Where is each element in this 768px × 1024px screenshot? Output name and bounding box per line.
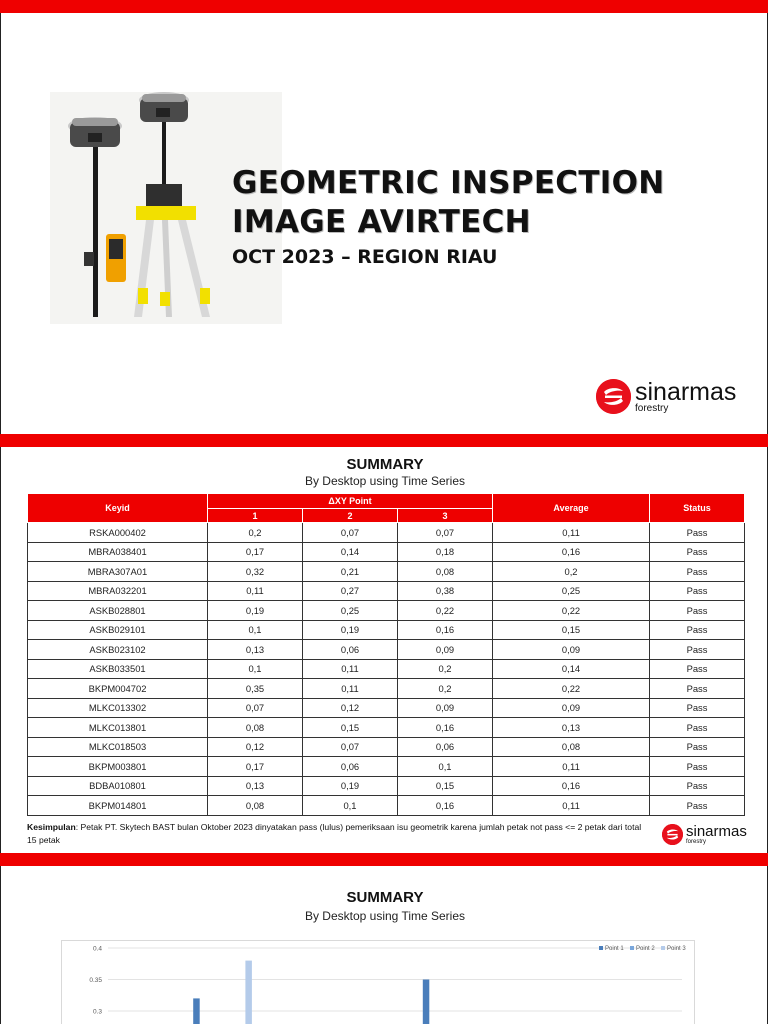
sinarmas-logo-small <box>662 824 747 845</box>
table-row <box>28 562 745 582</box>
cell-status: Pass <box>650 601 745 621</box>
cell-average: 0,14 <box>493 659 650 679</box>
header-point-1: 1 <box>208 509 303 523</box>
cell-point-3: 0,38 <box>398 581 493 601</box>
header-status: Status <box>650 494 745 523</box>
summary-subtitle: By Desktop using Time Series <box>304 474 466 488</box>
cell-point-2: 0,11 <box>303 659 398 679</box>
cell-point-1: 0,17 <box>208 542 303 562</box>
cell-status: Pass <box>650 679 745 699</box>
cell-point-2: 0,27 <box>303 581 398 601</box>
title-slide <box>0 13 768 434</box>
y-tick-label: 0.35 <box>89 977 102 984</box>
cell-point-2: 0,07 <box>303 737 398 757</box>
cell-average: 0,22 <box>493 601 650 621</box>
cell-keyid: MLKC018503 <box>28 737 208 757</box>
summary-title: SUMMARY <box>346 456 424 473</box>
cell-keyid: MLKC013302 <box>28 698 208 718</box>
cell-point-3: 0,16 <box>398 620 493 640</box>
cell-average: 0,22 <box>493 679 650 699</box>
section-red-bar-2 <box>0 434 768 447</box>
bar-point-1 <box>193 998 200 1024</box>
cell-point-1: 0,11 <box>208 581 303 601</box>
table-row <box>28 601 745 621</box>
cell-point-2: 0,11 <box>303 679 398 699</box>
cell-point-3: 0,1 <box>398 757 493 777</box>
cell-keyid: BKPM004702 <box>28 679 208 699</box>
cell-point-3: 0,15 <box>398 776 493 796</box>
cell-point-2: 0,07 <box>303 523 398 543</box>
legend-swatch <box>661 946 665 950</box>
legend-label: Point 1 <box>605 946 624 952</box>
top-red-bar <box>0 0 768 13</box>
cell-average: 0,11 <box>493 796 650 816</box>
cell-status: Pass <box>650 737 745 757</box>
cell-keyid: MBRA307A01 <box>28 562 208 582</box>
cell-point-3: 0,16 <box>398 796 493 816</box>
header-point-3: 3 <box>398 509 493 523</box>
y-tick-label: 0.4 <box>92 945 102 953</box>
sinarmas-emblem-icon <box>596 379 631 414</box>
cell-average: 0,13 <box>493 718 650 738</box>
table-row <box>28 698 745 718</box>
cell-point-3: 0,09 <box>398 640 493 660</box>
cell-point-2: 0,19 <box>303 776 398 796</box>
title-line-2: IMAGE AVIRTECH <box>232 204 531 240</box>
table-row <box>28 776 745 796</box>
cell-average: 0,11 <box>493 523 650 543</box>
cell-point-2: 0,1 <box>303 796 398 816</box>
cell-point-1: 0,08 <box>208 796 303 816</box>
cell-status: Pass <box>650 718 745 738</box>
cell-average: 0,08 <box>493 737 650 757</box>
cell-status: Pass <box>650 640 745 660</box>
cell-average: 0,25 <box>493 581 650 601</box>
cell-point-1: 0,13 <box>208 776 303 796</box>
cell-keyid: BDBA010801 <box>28 776 208 796</box>
cell-point-2: 0,15 <box>303 718 398 738</box>
table-row <box>28 757 745 777</box>
cell-point-1: 0,12 <box>208 737 303 757</box>
header-average: Average <box>493 494 650 523</box>
cell-keyid: BKPM003801 <box>28 757 208 777</box>
legend-swatch <box>599 946 603 950</box>
legend-label: Point 2 <box>636 946 655 952</box>
cell-status: Pass <box>650 562 745 582</box>
legend-swatch <box>630 946 634 950</box>
logo-brand-text: sinarmas <box>686 823 747 840</box>
table-row <box>28 679 745 699</box>
table-row <box>28 523 745 543</box>
table-body <box>28 523 745 816</box>
cell-average: 0,09 <box>493 698 650 718</box>
cell-status: Pass <box>650 776 745 796</box>
cell-point-1: 0,17 <box>208 757 303 777</box>
cell-point-2: 0,14 <box>303 542 398 562</box>
cell-average: 0,2 <box>493 562 650 582</box>
sinarmas-logo <box>596 379 736 414</box>
table-row <box>28 796 745 816</box>
legend-label: Point 3 <box>667 946 686 952</box>
logo-sub-text: forestry <box>635 402 669 414</box>
cell-point-2: 0,12 <box>303 698 398 718</box>
cell-average: 0,11 <box>493 757 650 777</box>
cell-point-1: 0,1 <box>208 659 303 679</box>
cell-point-3: 0,16 <box>398 718 493 738</box>
conclusion-label: Kesimpulan <box>27 822 76 832</box>
cell-status: Pass <box>650 659 745 679</box>
cell-point-1: 0,2 <box>208 523 303 543</box>
logo-sub-text: forestry <box>686 839 707 845</box>
cell-keyid: ASKB033501 <box>28 659 208 679</box>
cell-keyid: RSKA000402 <box>28 523 208 543</box>
cell-point-3: 0,2 <box>398 659 493 679</box>
cell-point-1: 0,19 <box>208 601 303 621</box>
cell-point-2: 0,19 <box>303 620 398 640</box>
table-row <box>28 620 745 640</box>
cell-point-3: 0,22 <box>398 601 493 621</box>
table-row <box>28 659 745 679</box>
cell-status: Pass <box>650 581 745 601</box>
cell-point-1: 0,32 <box>208 562 303 582</box>
cell-point-2: 0,21 <box>303 562 398 582</box>
table-row <box>28 581 745 601</box>
table-row <box>28 718 745 738</box>
cell-point-3: 0,07 <box>398 523 493 543</box>
conclusion-text <box>27 821 647 847</box>
bar-point-1 <box>423 980 430 1024</box>
cell-point-1: 0,13 <box>208 640 303 660</box>
cell-status: Pass <box>650 757 745 777</box>
cell-keyid: ASKB029101 <box>28 620 208 640</box>
table-row <box>28 542 745 562</box>
cell-point-3: 0,09 <box>398 698 493 718</box>
cell-average: 0,16 <box>493 542 650 562</box>
cell-point-2: 0,25 <box>303 601 398 621</box>
cell-point-1: 0,08 <box>208 718 303 738</box>
bar-chart <box>62 941 696 1024</box>
section-red-bar-3 <box>0 853 768 866</box>
bar-point-3 <box>245 961 252 1024</box>
cell-status: Pass <box>650 698 745 718</box>
cell-keyid: ASKB028801 <box>28 601 208 621</box>
chart-summary-title: SUMMARY <box>346 889 424 906</box>
sinarmas-emblem-icon <box>662 824 683 845</box>
table-row <box>28 640 745 660</box>
summary-chart-slide <box>0 866 768 1024</box>
cell-status: Pass <box>650 542 745 562</box>
cell-status: Pass <box>650 620 745 640</box>
cell-point-1: 0,1 <box>208 620 303 640</box>
geometric-summary-table <box>27 493 745 816</box>
cell-keyid: MBRA038401 <box>28 542 208 562</box>
header-keyid: Keyid <box>28 494 208 523</box>
cell-point-3: 0,18 <box>398 542 493 562</box>
cell-point-1: 0,35 <box>208 679 303 699</box>
presentation-subtitle: OCT 2023 – REGION RIAU <box>232 246 498 268</box>
cell-status: Pass <box>650 796 745 816</box>
header-point-2: 2 <box>303 509 398 523</box>
summary-table-slide <box>0 447 768 853</box>
conclusion-body: : Petak PT. Skytech BAST bulan Oktober 2023 dinyatakan pass (lulus) pemeriksaan isu geometrik karena jumlah petak not pass <= 2 petak dari total 15 petak <box>27 822 642 845</box>
cell-point-1: 0,07 <box>208 698 303 718</box>
table-row <box>28 737 745 757</box>
chart-container <box>61 940 695 1024</box>
header-delta-xy-point: ΔXY Point <box>208 494 493 509</box>
cell-keyid: ASKB023102 <box>28 640 208 660</box>
logo-brand-text: sinarmas <box>635 377 737 406</box>
cell-point-2: 0,06 <box>303 640 398 660</box>
cell-point-3: 0,08 <box>398 562 493 582</box>
cell-keyid: BKPM014801 <box>28 796 208 816</box>
title-line-1: GEOMETRIC INSPECTION <box>232 165 665 201</box>
cell-keyid: MBRA032201 <box>28 581 208 601</box>
y-tick-label: 0.3 <box>92 1008 102 1016</box>
cell-point-3: 0,2 <box>398 679 493 699</box>
chart-summary-subtitle: By Desktop using Time Series <box>304 909 466 923</box>
cell-status: Pass <box>650 523 745 543</box>
presentation-title <box>232 164 665 242</box>
cell-average: 0,16 <box>493 776 650 796</box>
cell-average: 0,09 <box>493 640 650 660</box>
cell-average: 0,15 <box>493 620 650 640</box>
cell-keyid: MLKC013801 <box>28 718 208 738</box>
cell-point-3: 0,06 <box>398 737 493 757</box>
cell-point-2: 0,06 <box>303 757 398 777</box>
